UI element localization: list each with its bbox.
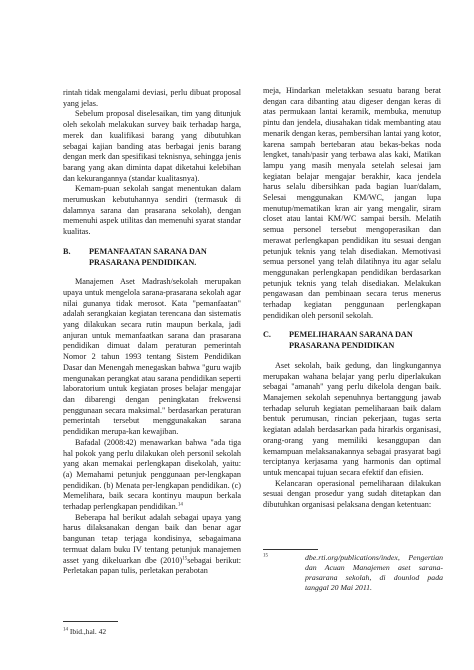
footnote-divider (263, 549, 318, 550)
paragraph-text: sebagai berikut: Perletakan papan tulis, perletakan perabotan (63, 555, 241, 576)
paragraph: rintah tidak mengalami deviasi, perlu dibuat proposal yang jelas. (63, 88, 241, 108)
footnote-number: 15 (263, 553, 268, 559)
section-title-line: PEMELIHARAAN SARANA DAN (289, 330, 413, 340)
paragraph (63, 438, 241, 513)
section-number: B. (63, 246, 71, 256)
paragraph: Manajemen Aset Madrash/sekolah merupakan upaya untuk mengelola sarana-prasarana sekolah agar nilai gunanya tidak merosot. Kata "pemanfaatan" adalah serangkaian kegiatan terencana dan sistematis yang dilakukan secara rutin maupun berkala, jadi anjuran untuk memanfaatkan sarana dan prasarana pendidikan dimuat dalam peraturan pemerintah Nomor 2 tahun 1993 tentang Sistem Pendidikan Dasar dan Menengah menegaskan bahwa "guru wajib mengunakan perangkat atau sarana pendidikan seperti laboratorium untuk kegiatan proses belajar mengajar dan dibarengi dengan peningkatan frekwensi penggunaan secara maksimal." berdasarkan peraturan pemerintah tersebut menggunakakan sarana pendidikan merupa-kan kewajiban. (63, 277, 241, 437)
footnote-divider (63, 621, 118, 622)
footnote-text: Ibid.,hal. 42 (69, 627, 107, 636)
paragraph-text: Bafadal (2008:42) menawarkan bahwa "ada tiga hal pokok yang perlu dilakukan oleh personil sekolah yang akan memakai perlengkapan disekolah, yaitu: (a) Memahami petunjuk penggunaan per-lengkapan pendidikan. (b) Menata per-lengkapan pendidikan. (c) Memelihara, baik secara kontinyu maupun berkala terhadap perlengkapan pendidikan. (63, 437, 241, 512)
section-number: C. (263, 330, 271, 340)
paragraph: Kemam-puan sekolah sangat menentukan dalam merumuskan kebutuhannya sendiri (termasuk di dalamnya sarana dan prasarana sekolah), dengan memenuhi aspek utilitas dan memenuhi syarat standar kualitas. (63, 184, 241, 237)
section-heading-b (63, 247, 241, 268)
right-column (263, 86, 441, 511)
footnote-14 (63, 627, 106, 636)
paragraph (63, 513, 241, 577)
paragraph: Sebelum proposal diselesaikan, tim yang ditunjuk oleh sekolah melakukan survey baik terhadap harga, merek dan kualifikasi barang yang dibutuhkan sebagai kajian banding atas berbagai jenis barang dengan merk dan spesifikasi teknisnya, sehingga jenis barang yang akan diminta dapat diketahui kelebihan dan kekurangannya (standar kualitasnya). (63, 109, 241, 183)
paragraph: Aset sekolah, baik gedung, dan lingkungannya merupakan wahana belajar yang perlu diperlakukan sebagai "amanah" yang perlu dikelola dengan baik. Manajemen sekolah sepenuhnya bertanggung jawab terhadap seluruh kegiatan pemeliharaan baik dalam bentuk perumusan, rincian pekerjaan, tugas serta kegiatan adalah berdasarkan pada hirarkis organisasi, orang-orang yang memiliki kesanggupan dan kemampuan melaksanakannya sebagai prasyarat bagi terciptanya kerjasama yang harmonis dan optimal untuk mencapai tujuan secara efektif dan efisien. (263, 360, 441, 477)
footnote-ref: 15 (182, 555, 188, 561)
footnote-text: dbe.rti.org/publications/index, Pengertian dan Acuan Manajemen aset sarana-prasarana sekolah, di dounlod pada tanggal 20 Mai 2011. (305, 553, 443, 592)
section-heading-c (263, 330, 441, 351)
section-title-line: PEMANFAATAN SARANA DAN (89, 246, 207, 256)
paragraph: Kelancaran operasional pemeliharaan dilakukan sesuai dengan prosedur yang sudah ditetapkan dan dibutuhkan organisasi pelaksana dengan ketentuan: (263, 478, 441, 510)
footnote-15 (263, 553, 443, 593)
paragraph-text: Beberapa hal berikut adalah sebagai upaya yang harus dilaksanakan dengan baik dan benar agar bangunan tetap terjaga kondisinya, sebagaimana termuat dalam buku IV tentang petunjuk manajemen asset yang dikeluarkan dbe (2010) (63, 512, 241, 565)
footnote-ref: 14 (177, 502, 183, 508)
paragraph: meja, Hindarkan meletakkan sesuatu barang berat dengan cara dibanting atau digeser dengan keras di atas permukaan lantai keramik, membuka, menutup pintu dan jendela, diusahakan tidak membanting atau menarik dengan keras, pembersihan lantai yang kotor, karena sampah bertebaran atau bekas-bekas noda lengket, tanah/pasir yang terbawa alas kaki, Matikan lampu yang masih menyala setelah selesai jam kegiatan belajar mengajar berakhir, kaca jendela harus selalu dibersihkan pada bagian luar/dalam, Selesai menggunakan KM/WC, jangan lupa menutup/mematikan kran air yang mengalir, siram closet atau lantai KM/WC sampai bersih. Melatih semua personel tersebut mengoperasikan dan merawat perlengkapan pendidikan itu sesuai dengan petunjuk teknis yang telah disediakan. Memotivasi semua personel yang telah dilatihnya itu agar selalu menggunakan perlengkapan pendidikan berdasarkan petunjuk teknis yang telah disediakan. Melakukan pengawasan dan pembinaan secara terus menerus terhadap kegiatan penggunaan perlengkapan pendidikan oleh personil sekolah. (263, 86, 441, 320)
left-column (63, 88, 241, 577)
footnote-number: 14 (63, 627, 68, 633)
section-title-line: PRASARANA PENDIDIKAN (289, 341, 395, 351)
section-title-line: PRASARANA PENDIDIKAN. (89, 257, 197, 267)
